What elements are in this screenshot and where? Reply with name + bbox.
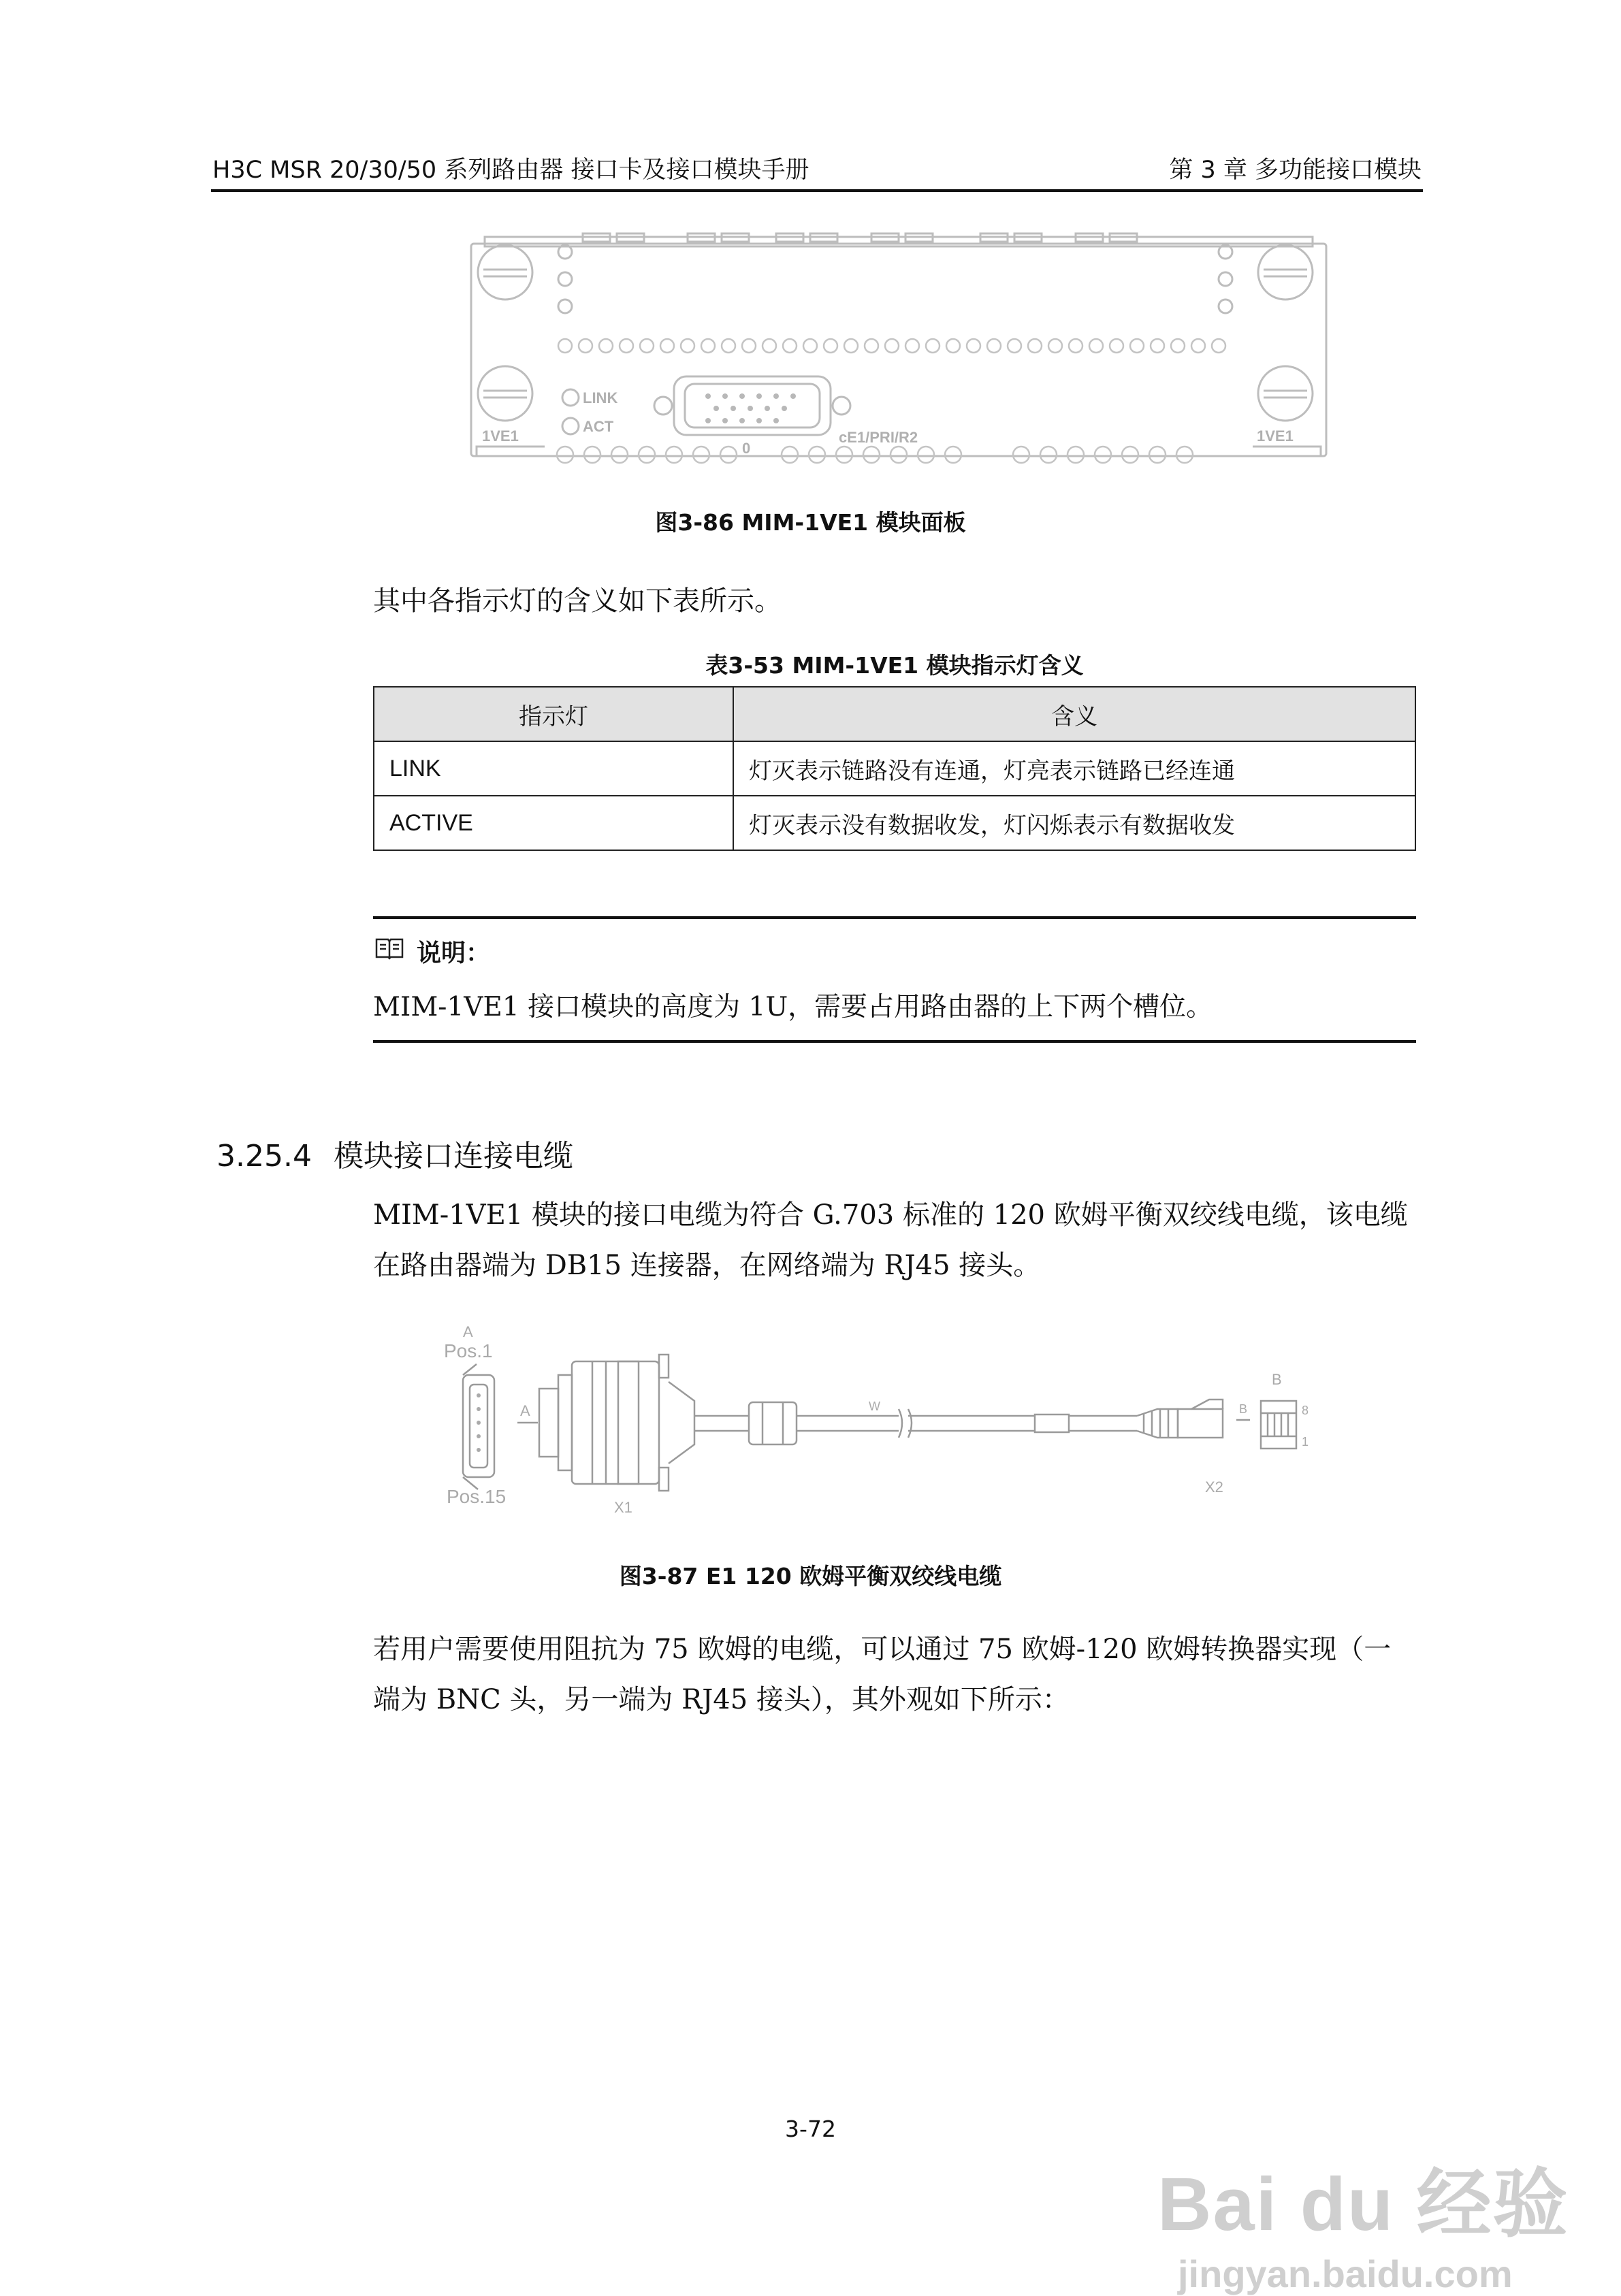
cable-figure bbox=[436, 1314, 1402, 1518]
col-header-indicator: 指示灯 bbox=[374, 687, 733, 741]
figure2-caption: 图3-87 E1 120 欧姆平衡双绞线电缆 bbox=[619, 1563, 1002, 1589]
note-body: MIM-1VE1 接口模块的高度为 1U，需要占用路由器的上下两个槽位。 bbox=[373, 992, 1213, 1022]
section-number: 3.25.4 bbox=[216, 1139, 312, 1174]
header-right: 第 3 章 多功能接口模块 bbox=[1169, 157, 1422, 184]
watermark-brand: Bai du 经验 bbox=[1157, 2163, 1569, 2246]
label-a-view: A bbox=[520, 1402, 530, 1419]
label-pin8: 8 bbox=[1302, 1404, 1309, 1417]
table-row bbox=[374, 796, 1415, 850]
cable-paragraph-line: MIM-1VE1 模块的接口电缆为符合 G.703 标准的 120 欧姆平衡双绞线电缆，该电缆 bbox=[373, 1199, 1408, 1231]
note-top-rule bbox=[373, 916, 1416, 919]
header-rule bbox=[211, 189, 1423, 192]
section-heading bbox=[216, 1131, 573, 1175]
indicator-table bbox=[373, 686, 1416, 851]
note-bottom-rule bbox=[373, 1040, 1416, 1043]
label-module-left: 1VE1 bbox=[482, 427, 519, 444]
label-port-type: cE1/PRI/R2 bbox=[839, 429, 918, 446]
converter-paragraph-line: 若用户需要使用阻抗为 75 欧姆的电缆，可以通过 75 欧姆-120 欧姆转换器实现（一 bbox=[373, 1634, 1392, 1665]
label-pos1: Pos.1 bbox=[444, 1340, 493, 1361]
figure1-caption: 图3-86 MIM-1VE1 模块面板 bbox=[655, 509, 966, 536]
table-header-row bbox=[374, 687, 1415, 741]
watermark bbox=[1157, 2144, 1569, 2296]
header-left: H3C MSR 20/30/50 系列路由器 接口卡及接口模块手册 bbox=[212, 157, 809, 184]
label-pos15: Pos.15 bbox=[447, 1486, 507, 1507]
table-row bbox=[374, 741, 1415, 796]
cell-meaning: 灯灭表示没有数据收发，灯闪烁表示有数据收发 bbox=[733, 796, 1415, 850]
cell-meaning: 灯灭表示链路没有连通，灯亮表示链路已经连通 bbox=[733, 741, 1415, 796]
label-b: B bbox=[1272, 1371, 1282, 1388]
label-module-right: 1VE1 bbox=[1257, 427, 1294, 444]
note-title: 说明： bbox=[417, 939, 491, 967]
label-x1: X1 bbox=[614, 1499, 632, 1516]
label-act: ACT bbox=[583, 418, 614, 435]
label-pin1: 1 bbox=[1302, 1435, 1309, 1449]
cell-indicator: LINK bbox=[374, 741, 733, 796]
col-header-meaning: 含义 bbox=[733, 687, 1415, 741]
label-x2: X2 bbox=[1205, 1478, 1223, 1495]
module-panel-figure bbox=[463, 230, 1334, 476]
label-b-view: B bbox=[1239, 1402, 1248, 1416]
label-link: LINK bbox=[583, 389, 618, 406]
watermark-url: jingyan.baidu.com bbox=[1178, 2252, 1513, 2295]
converter-paragraph-line: 端为 BNC 头，另一端为 RJ45 接头），其外观如下所示： bbox=[373, 1684, 1070, 1715]
book-icon bbox=[374, 937, 404, 960]
cable-paragraph bbox=[373, 1190, 1425, 1291]
section-title: 模块接口连接电缆 bbox=[333, 1139, 573, 1174]
cable-paragraph-line: 在路由器端为 DB15 连接器，在网络端为 RJ45 接头。 bbox=[373, 1250, 1041, 1281]
cell-indicator: ACTIVE bbox=[374, 796, 733, 850]
table-caption: 表3-53 MIM-1VE1 模块指示灯含义 bbox=[705, 652, 1084, 679]
label-w: W bbox=[869, 1400, 880, 1413]
converter-paragraph bbox=[373, 1624, 1425, 1725]
intro-text: 其中各指示灯的含义如下表所示。 bbox=[373, 585, 782, 617]
label-port-number: 0 bbox=[742, 440, 751, 457]
label-a: A bbox=[463, 1323, 473, 1340]
page-number: 3-72 bbox=[785, 2116, 836, 2142]
